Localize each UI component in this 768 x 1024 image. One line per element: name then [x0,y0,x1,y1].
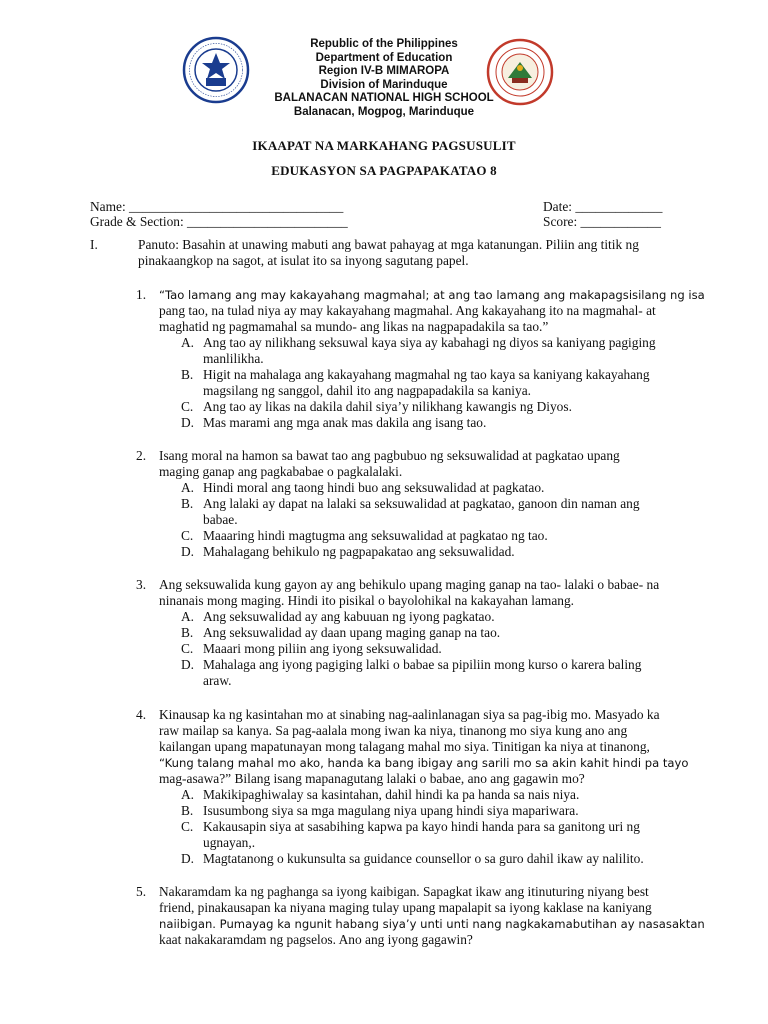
question-line: maging ganap ang pagkababae o pagkalalaki. [159,464,403,479]
option-line: Higit na mahalaga ang kakayahang magmahal ng tao kaya sa kaniyang kakayahang [203,367,650,382]
option-line: Kakausapin siya at sasabihing kapwa pa kayo hindi handa para sa ganitong uri ng [203,819,640,834]
question-line: kaat nakakaramdam ng pagselos. Ano ang iyong gagawin? [159,932,473,947]
question-line: naiibigan. Pumayag ka ngunit habang siya’y unti unti nang nagkakamabutihan ay nasasaktan [159,917,705,931]
option-line: babae. [203,512,238,527]
instructions-text [138,237,718,269]
option-line: manlilikha. [203,351,264,366]
date-field[interactable]: Date: _____________ [543,199,663,214]
subject-title: EDUKASYON SA PAGPAPAKATAO 8 [271,163,497,178]
option-letter: C. [181,819,194,834]
question-options [181,480,731,560]
option-line: Hindi moral ang taong hindi buo ang seksuwalidad at pagkatao. [203,480,545,495]
question-line: mag-asawa?” Bilang isang mapanagutang lalaki o babae, ano ang gagawin mo? [159,771,585,786]
option-line: Mas marami ang mga anak mas dakila ang isang tao. [203,415,487,430]
header-line-department: Department of Education [315,51,453,64]
option-letter: B. [181,803,194,818]
section-numeral: I. [90,237,98,252]
option-letter: B. [181,625,194,640]
option-line: magsilang ng sanggol, dahil ito ang nagpapadakila sa kaniya. [203,383,531,398]
score-field[interactable]: Score: ____________ [543,214,661,229]
option-c[interactable] [181,641,731,657]
grade-section-field[interactable]: Grade & Section: ________________________ [90,214,348,229]
option-b[interactable] [181,625,731,641]
header-line-division: Division of Marinduque [320,78,448,91]
option-letter: B. [181,367,194,382]
option-line: Mahalaga ang iyong pagiging lalki o babae sa pipiliin mong kurso o karera baling [203,657,642,672]
instructions-line: Panuto: Basahin at unawing mabuti ang bawat pahayag at mga katanungan. Piliin ang titik ng [138,237,639,252]
question-number: 1. [136,287,147,302]
question-line: “Tao lamang ang may kakayahang magmahal; at ang tao lamang ang makapagsisilang ng isa [159,288,705,302]
option-c[interactable] [181,819,731,851]
header-line-region: Region IV-B MIMAROPA [318,65,450,77]
option-line: Isusumbong siya sa mga magulang niya upang hindi siya mapariwara. [203,803,579,818]
option-b[interactable] [181,367,731,399]
option-letter: C. [181,641,194,656]
option-line: Magtatanong o kukunsulta sa guidance counsellor o sa guro dahil ikaw ay nalilito. [203,851,644,866]
option-d[interactable] [181,544,731,560]
question-line: friend, pinakausapan ka niyana maging tulay upang mapalapit sa iyong kaklase na kaniyang [159,900,652,915]
question-line: kailangan upang mapatunayan mong talagang mahal mo siya. Tinitigan ka niya at tinanong, [159,739,650,754]
option-d[interactable] [181,657,731,689]
option-a[interactable] [181,609,731,625]
instructions-line: pinakaangkop na sagot, at isulat ito sa inyong sagutang papel. [138,253,469,268]
option-letter: A. [181,609,195,624]
question-text [159,287,734,335]
question-line: pang tao, na tulad niya ay may kakayahang magmahal. Ang kakayahang ito na magmahal- at [159,303,656,318]
question-line: maghatid ng pagmamahal sa mundo- ang likas na nagpapadakila sa tao.” [159,319,549,334]
option-letter: D. [181,415,195,430]
option-line: Ang tao ay nilikhang seksuwal kaya siya ay kabahagi ng diyos sa kaniyang pagiging [203,335,656,350]
question-text [159,448,734,480]
option-c[interactable] [181,399,731,415]
option-line: Mahalagang behikulo ng pagpapakatao ang seksuwalidad. [203,544,515,559]
school-seal-icon [486,38,554,106]
option-c[interactable] [181,528,731,544]
question-number: 2. [136,448,147,463]
option-d[interactable] [181,851,731,867]
option-line: Ang tao ay likas na dakila dahil siya’y nilikhang kawangis ng Diyos. [203,399,572,414]
option-line: Maaari mong piliin ang iyong seksuwalidad. [203,641,442,656]
option-a[interactable] [181,787,731,803]
question-number: 4. [136,707,147,722]
question-number: 5. [136,884,147,899]
option-line: Ang lalaki ay dapat na lalaki sa seksuwalidad at pagkatao, ganoon din naman ang [203,496,640,511]
option-letter: A. [181,335,195,350]
option-b[interactable] [181,496,731,528]
question-line: ninanais mong maging. Hindi ito pisikal o bayolohikal na kakayahan lamang. [159,593,575,608]
question-options [181,787,731,867]
question-options [181,335,731,431]
option-letter: C. [181,399,194,414]
question-line: Isang moral na hamon sa bawat tao ang pagbubuo ng seksuwalidad at pagkatao upang [159,448,620,463]
question-text [159,577,734,609]
option-d[interactable] [181,415,731,431]
option-line: Ang seksuwalidad ay daan upang maging ganap na tao. [203,625,501,640]
question-options [181,609,731,689]
option-line: ugnayan,. [203,835,256,850]
question-line: Nakaramdam ka ng paghanga sa iyong kaibigan. Sapagkat ikaw ang itinuturing niyang best [159,884,649,899]
option-line: Makikipaghiwalay sa kasintahan, dahil hindi ka pa handa sa nais niya. [203,787,580,802]
option-letter: D. [181,657,195,672]
question-number: 3. [136,577,147,592]
school-header [0,38,768,119]
option-letter: A. [181,787,195,802]
option-letter: D. [181,851,195,866]
option-b[interactable] [181,803,731,819]
option-letter: B. [181,496,194,511]
name-field[interactable]: Name: ________________________________ [90,199,344,214]
question-text [159,884,734,948]
question-text [159,707,734,787]
option-line: araw. [203,673,232,688]
option-letter: A. [181,480,195,495]
option-line: Maaaring hindi magtugma ang seksuwalidad at pagkatao ng tao. [203,528,548,543]
option-a[interactable] [181,335,731,367]
question-line: Kinausap ka ng kasintahan mo at sinabing nag-aalinlanagan siya sa pag-ibig mo. Masyado ka [159,707,660,722]
exam-title: IKAAPAT NA MARKAHANG PAGSUSULIT [252,138,516,153]
question-line: Ang seksuwalida kung gayon ay ang behikulo upang maging ganap na tao- lalaki o babae- na [159,577,660,592]
option-line: Ang seksuwalidad ay ang kabuuan ng iyong pagkatao. [203,609,495,624]
question-line: raw mailap sa kanya. Sa pag-aalala mong iwan ka niya, tinanong mo siya kung ano ang [159,723,628,738]
header-line-school: BALANACAN NATIONAL HIGH SCHOOL [274,92,494,104]
option-letter: D. [181,544,195,559]
option-letter: C. [181,528,194,543]
header-line-republic: Republic of the Philippines [310,38,458,50]
question-line: “Kung talang mahal mo ako, handa ka bang ibigay ang sarili mo sa akin kahit hindi pa tayo [159,756,689,770]
option-a[interactable] [181,480,731,496]
header-line-address: Balanacan, Mogpog, Marinduque [293,105,475,118]
